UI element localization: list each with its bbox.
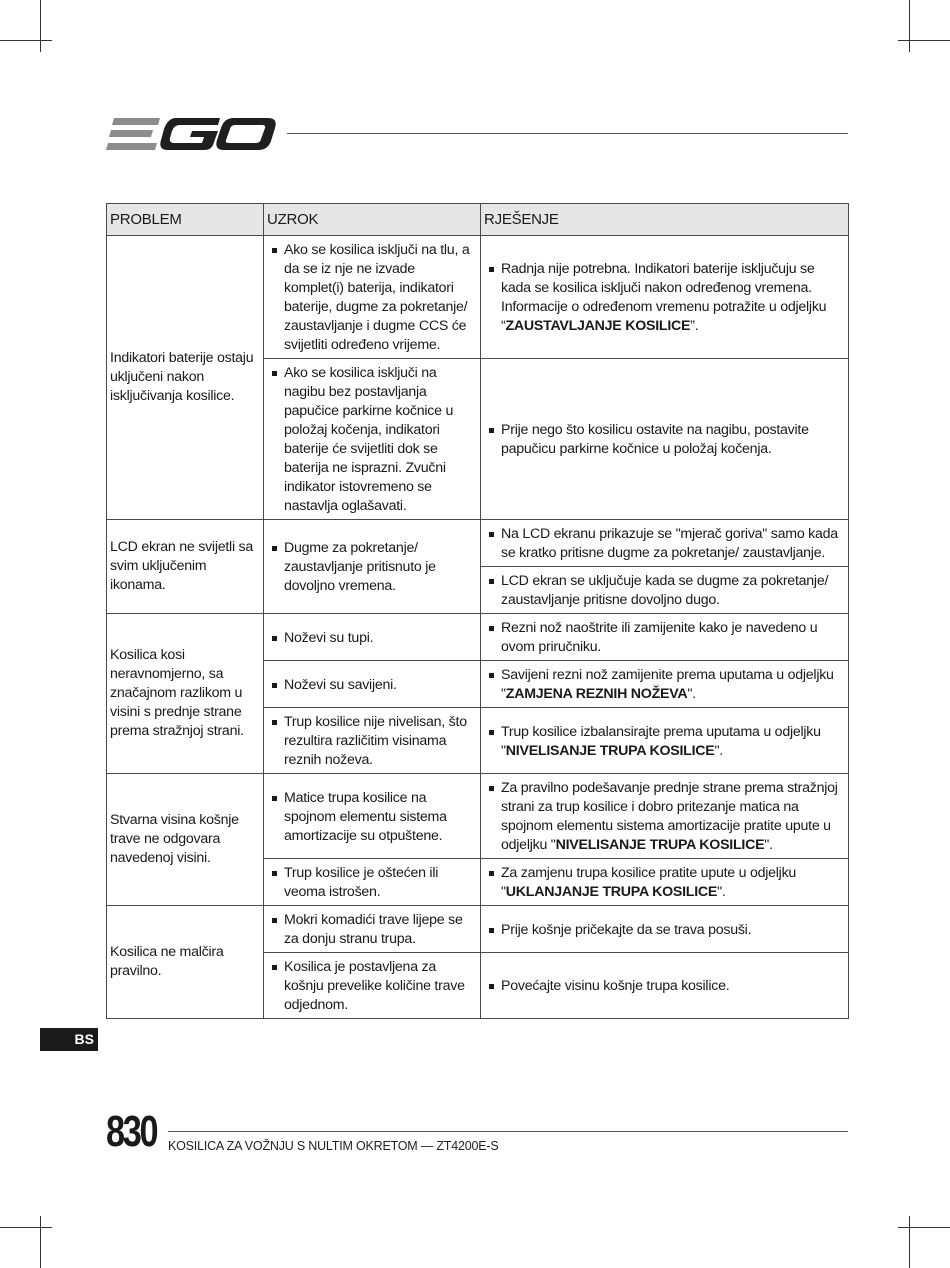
header-cause: UZROK bbox=[264, 204, 481, 236]
problem-cell: Stvarna visina košnje trave ne odgovara navedenoj visini. bbox=[107, 774, 264, 906]
cause-cell bbox=[264, 859, 481, 906]
bullet-icon bbox=[272, 683, 277, 688]
header-rule bbox=[287, 133, 848, 134]
ego-logo bbox=[106, 112, 276, 156]
solution-item: Trup kosilice izbalansirajte prema uputama u odjeljku "NIVELISANJE TRUPA KOSILICE". bbox=[484, 723, 842, 761]
table-row bbox=[107, 774, 849, 859]
solution-cell bbox=[481, 520, 849, 567]
bullet-icon bbox=[489, 871, 494, 876]
bullet-icon bbox=[489, 786, 494, 791]
cause-item: Trup kosilice nije nivelisan, što rezultira različitim visinama reznih noževa. bbox=[267, 713, 475, 770]
cause-item: Ako se kosilica isključi na tlu, a da se iz nje ne izvade komplet(i) baterija, indikatori baterije, dugme za pokretanje/ zaustavljanje i dugme CCS će svijetliti određeno vrijeme. bbox=[267, 241, 475, 355]
solution-item: Povećajte visinu košnje trupa kosilice. bbox=[484, 977, 842, 996]
cause-item: Noževi su savijeni. bbox=[267, 676, 475, 695]
problem-cell: Indikatori baterije ostaju uključeni nakon isključivanja kosilice. bbox=[107, 236, 264, 520]
troubleshooting-table bbox=[106, 203, 849, 1019]
solution-item: Rezni nož naoštrite ili zamijenite kako je navedeno u ovom priručniku. bbox=[484, 619, 842, 657]
cause-cell bbox=[264, 708, 481, 774]
solution-cell bbox=[481, 614, 849, 661]
crop-mark bbox=[898, 40, 950, 41]
solution-item: Prije nego što kosilicu ostavite na nagibu, postavite papučicu parkirne kočnice u položaj kočenja. bbox=[484, 421, 842, 459]
header-solution: RJEŠENJE bbox=[481, 204, 849, 236]
cause-item: Mokri komadići trave lijepe se za donju stranu trupa. bbox=[267, 911, 475, 949]
cause-item: Noževi su tupi. bbox=[267, 629, 475, 648]
crop-mark bbox=[40, 1216, 41, 1268]
crop-mark bbox=[898, 1227, 950, 1228]
solution-cell bbox=[481, 953, 849, 1019]
cause-cell bbox=[264, 906, 481, 953]
footer-rule bbox=[168, 1131, 848, 1132]
bullet-icon bbox=[272, 636, 277, 641]
problem-cell: LCD ekran ne svijetli sa svim uključenim ikonama. bbox=[107, 520, 264, 614]
bullet-icon bbox=[489, 928, 494, 933]
cause-item: Trup kosilice je oštećen ili veoma istrošen. bbox=[267, 864, 475, 902]
solution-item: Savijeni rezni nož zamijenite prema uputama u odjeljku "ZAMJENA REZNIH NOŽEVA". bbox=[484, 666, 842, 704]
problem-cell: Kosilica ne malčira pravilno. bbox=[107, 906, 264, 1019]
crop-mark bbox=[909, 0, 910, 52]
bullet-icon bbox=[272, 720, 277, 725]
bullet-icon bbox=[272, 965, 277, 970]
table-row bbox=[107, 236, 849, 359]
solution-cell bbox=[481, 708, 849, 774]
crop-mark bbox=[909, 1216, 910, 1268]
problem-cell: Kosilica kosi neravnomjerno, sa značajnom razlikom u visini s prednje strane prema stražnjoj strani. bbox=[107, 614, 264, 774]
cause-cell bbox=[264, 236, 481, 359]
crop-mark bbox=[0, 40, 52, 41]
solution-item: LCD ekran se uključuje kada se dugme za pokretanje/ zaustavljanje pritisne dovoljno dugo. bbox=[484, 572, 842, 610]
bullet-icon bbox=[272, 871, 277, 876]
bullet-icon bbox=[272, 796, 277, 801]
cause-cell bbox=[264, 614, 481, 661]
cause-item: Matice trupa kosilice na spojnom elementu sistema amortizacije su otpuštene. bbox=[267, 789, 475, 846]
bullet-icon bbox=[489, 984, 494, 989]
table-row bbox=[107, 906, 849, 953]
bullet-icon bbox=[272, 918, 277, 923]
solution-item: Radnja nije potrebna. Indikatori baterije isključuju se kada se kosilica isključi nakon određenog vremena. Informacije o određenom vremenu potražite u odjeljku “ZAUSTAVLJANJE KOSILICE”. bbox=[484, 260, 842, 336]
cause-cell bbox=[264, 953, 481, 1019]
crop-mark bbox=[0, 1227, 52, 1228]
language-tab: BS bbox=[40, 1028, 98, 1051]
table-row bbox=[107, 520, 849, 567]
bullet-icon bbox=[489, 626, 494, 631]
solution-cell bbox=[481, 567, 849, 614]
solution-cell bbox=[481, 236, 849, 359]
solution-cell bbox=[481, 906, 849, 953]
cause-cell bbox=[264, 774, 481, 859]
solution-cell bbox=[481, 774, 849, 859]
bullet-icon bbox=[272, 546, 277, 551]
table-header-row bbox=[107, 204, 849, 236]
bullet-icon bbox=[272, 248, 277, 253]
solution-cell bbox=[481, 661, 849, 708]
solution-item: Za zamjenu trupa kosilice pratite upute u odjeljku "UKLANJANJE TRUPA KOSILICE". bbox=[484, 864, 842, 902]
table-row bbox=[107, 614, 849, 661]
cause-cell bbox=[264, 359, 481, 520]
header-problem: PROBLEM bbox=[107, 204, 264, 236]
bullet-icon bbox=[489, 730, 494, 735]
footer-title: KOSILICA ZA VOŽNJU S NULTIM OKRETOM — ZT4200E-S bbox=[168, 1139, 499, 1153]
cause-item: Dugme za pokretanje/ zaustavljanje pritisnuto je dovoljno vremena. bbox=[267, 539, 475, 596]
bullet-icon bbox=[489, 428, 494, 433]
bullet-icon bbox=[489, 673, 494, 678]
cause-cell bbox=[264, 520, 481, 614]
crop-mark bbox=[40, 0, 41, 52]
cause-item: Ako se kosilica isključi na nagibu bez postavljanja papučice parkirne kočnice u položaj kočenja, indikatori baterije će svijetliti dok se baterija ne isprazni. Zvučni indikator istovremeno se nastavlja oglašavati. bbox=[267, 364, 475, 516]
bullet-icon bbox=[272, 371, 277, 376]
bullet-icon bbox=[489, 267, 494, 272]
bullet-icon bbox=[489, 532, 494, 537]
page-number: 830 bbox=[106, 1107, 157, 1156]
solution-item: Prije košnje pričekajte da se trava posuši. bbox=[484, 921, 842, 940]
cause-cell bbox=[264, 661, 481, 708]
cause-item: Kosilica je postavljena za košnju prevelike količine trave odjednom. bbox=[267, 958, 475, 1015]
solution-cell bbox=[481, 359, 849, 520]
solution-item: Za pravilno podešavanje prednje strane prema stražnjoj strani za trup kosilice i dobro pritezanje matica na spojnom elementu sistema amortizacije pratite upute u odjeljku "NIVELISANJE TRUPA KOSILICE". bbox=[484, 779, 842, 855]
solution-item: Na LCD ekranu prikazuje se "mjerač goriva" samo kada se kratko pritisne dugme za pokretanje/ zaustavljanje. bbox=[484, 525, 842, 563]
solution-cell bbox=[481, 859, 849, 906]
bullet-icon bbox=[489, 579, 494, 584]
